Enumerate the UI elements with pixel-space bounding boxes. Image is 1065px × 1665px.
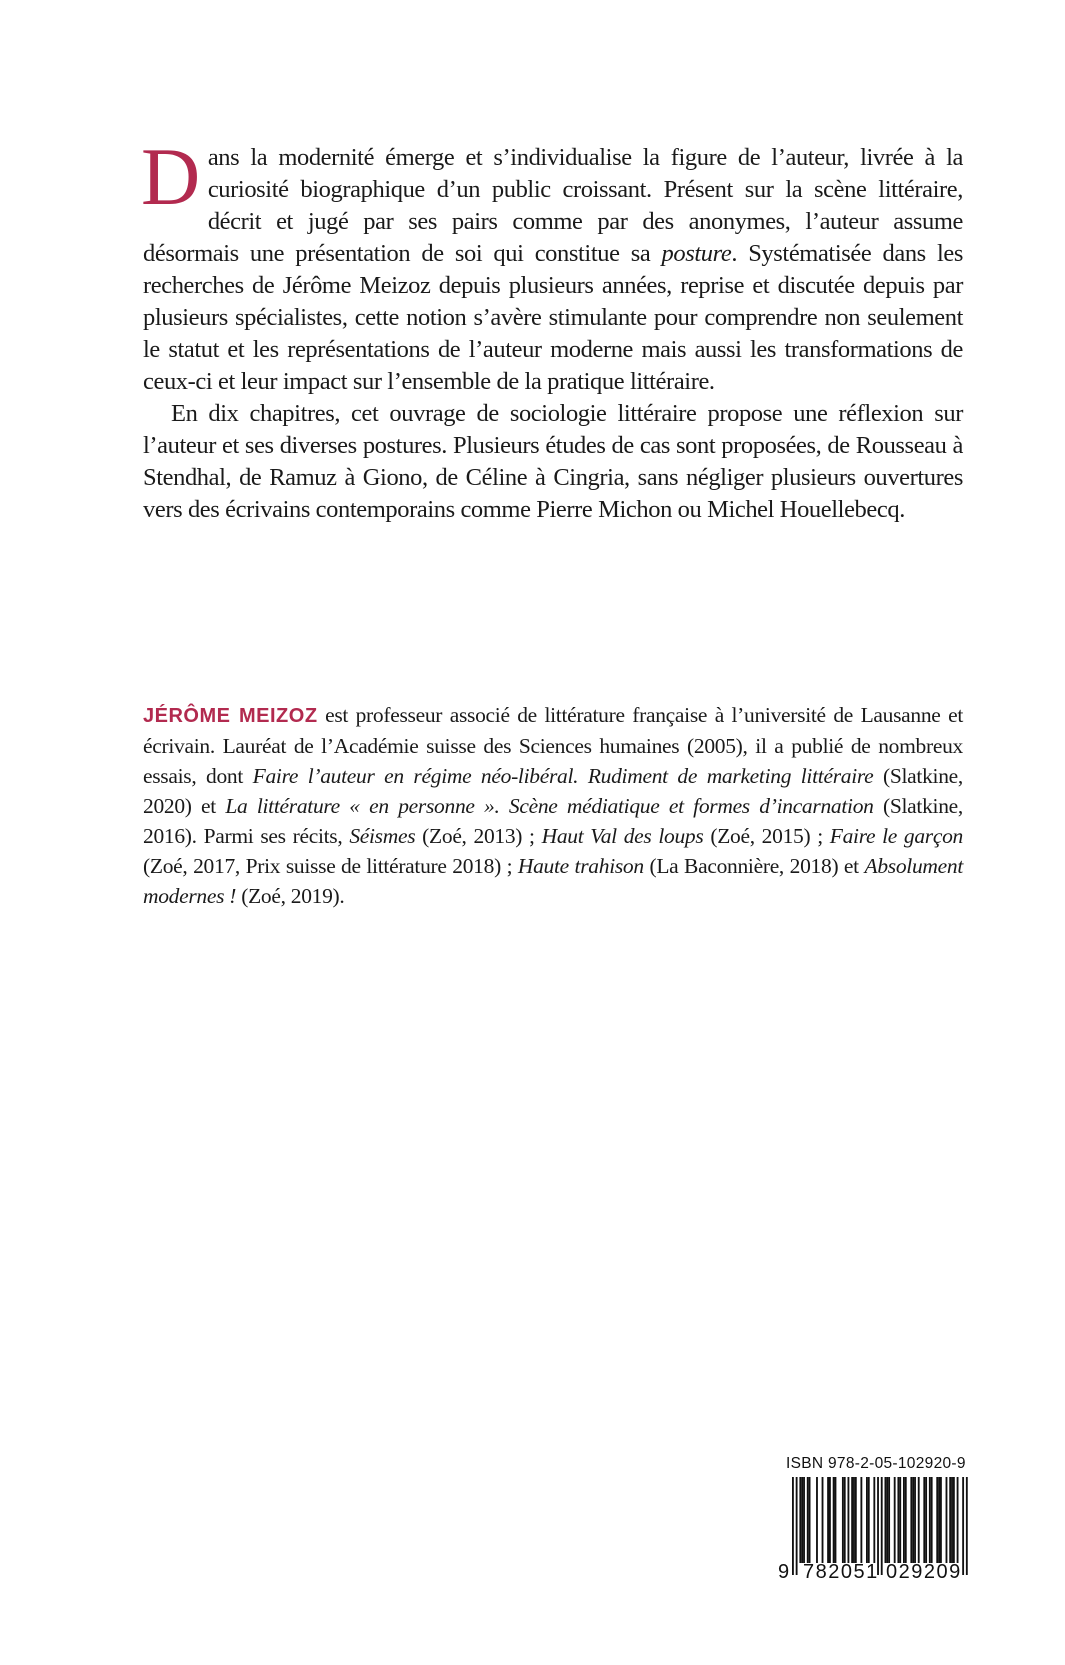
author-bio xyxy=(143,700,963,911)
intro-paragraph-2: En dix chapitres, cet ouvrage de sociologie littéraire propose une réflexion sur l’auteur et ses diverses postures. Plusieurs études de cas sont proposées, de Rousseau à Stendhal, de Ramuz à Giono, de Céline à Cingria, sans négliger plusieurs ouvertures vers des écrivains contemporains comme Pierre Michon ou Michel Houellebecq. xyxy=(143,400,963,523)
isbn-label: ISBN 978-2-05-102920-9 xyxy=(786,1455,966,1472)
barcode-bar xyxy=(855,1477,857,1563)
barcode-bar xyxy=(866,1477,868,1563)
barcode-bar xyxy=(822,1477,824,1563)
barcode-first-digit: 9 xyxy=(778,1561,790,1583)
barcode-bar xyxy=(801,1477,803,1563)
bio-title: Faire l’auteur en régime néo-libéral. Rudiment de marketing littéraire xyxy=(252,763,874,788)
barcode-left-digits: 782051 xyxy=(803,1561,879,1583)
barcode-bar xyxy=(918,1477,920,1563)
barcode-bar xyxy=(894,1477,896,1563)
barcode-bar xyxy=(807,1477,809,1563)
bio-title: Haut Val des loups xyxy=(541,823,704,848)
barcode-right-digits: 029209 xyxy=(886,1561,962,1583)
barcode-bar xyxy=(853,1477,855,1563)
barcode-bar xyxy=(885,1477,887,1563)
bio-title: Faire le garçon xyxy=(829,823,963,848)
barcode-bar xyxy=(914,1477,916,1563)
bio-title: La littérature « en personne ». Scène médiatique et formes d’incarnation xyxy=(225,793,874,818)
bio-text: (Zoé, 2019). xyxy=(236,883,345,908)
barcode-bar xyxy=(809,1477,811,1563)
back-cover-text xyxy=(141,131,963,526)
intro-text-b: . Systématisée dans les recherches de Jérôme Meizoz depuis plusieurs années, reprise et discutée depuis par plusieurs spécialistes, cette notion s’avère stimulante pour comprendre non seulement le statut et les représentations de l’auteur moderne mais aussi les transformations de ceux-ci et leur impact sur l’ensemble de la pratique littéraire. xyxy=(143,240,963,395)
barcode-bar xyxy=(936,1477,938,1563)
barcode-bar xyxy=(842,1477,844,1563)
barcode-bar xyxy=(851,1477,853,1563)
barcode-bar xyxy=(799,1477,801,1563)
barcode-bar xyxy=(923,1477,925,1563)
barcode-bar xyxy=(886,1477,888,1563)
barcode-bar xyxy=(905,1477,907,1563)
barcode-bar xyxy=(835,1477,837,1563)
bio-text: (Slatkine, 2016). Parmi ses récits, xyxy=(143,793,963,848)
barcode-bar xyxy=(803,1477,805,1563)
barcode-bar xyxy=(888,1477,890,1563)
barcode-bar xyxy=(844,1477,846,1563)
intro-paragraph-1 xyxy=(141,131,963,398)
barcode-bar xyxy=(816,1477,818,1563)
bio-title: Haute trahison xyxy=(517,853,644,878)
barcode-bar xyxy=(903,1477,905,1563)
barcode-bar xyxy=(829,1477,831,1563)
barcode-bar xyxy=(951,1477,953,1563)
bio-text: est professeur associé de littérature française à l’université de Lausanne et écrivain. Lauréat de l’Académie suisse des Sciences humaines (2005), il a publié de nombreux essais, dont xyxy=(143,702,964,788)
barcode-bar xyxy=(827,1477,829,1563)
barcode-bar xyxy=(931,1477,933,1563)
bio-text: (Zoé, 2015) ; xyxy=(703,823,830,848)
barcode-bar xyxy=(953,1477,955,1563)
author-name: JÉRÔME MEIZOZ xyxy=(143,704,318,727)
drop-cap: D xyxy=(141,131,200,222)
barcode-bar xyxy=(912,1477,914,1563)
barcode-bar xyxy=(792,1477,794,1575)
barcode-bar xyxy=(881,1477,883,1575)
bio-text: (La Baconnière, 2018) et xyxy=(643,853,865,878)
barcode-bar xyxy=(938,1477,940,1563)
barcode-bar xyxy=(949,1477,951,1563)
barcode-bar xyxy=(946,1477,948,1563)
barcode-bar xyxy=(940,1477,942,1563)
barcode-bar xyxy=(833,1477,835,1563)
barcode-bar xyxy=(910,1477,912,1563)
bio-text: (Zoé, 2013) ; xyxy=(415,823,542,848)
barcode-bar xyxy=(873,1477,875,1563)
barcode-bar xyxy=(868,1477,870,1563)
intro-text-a: ans la modernité émerge et s’individualise la figure de l’auteur, livrée à la curiosité biographique d’un public croissant. Présent sur la scène littéraire, décrit et jugé par ses pairs comme par des anonymes, l’auteur assume désormais une présentation de soi qui constitue sa xyxy=(143,144,963,267)
bio-title: Séismes xyxy=(349,823,416,848)
barcode-bar xyxy=(897,1477,899,1563)
bio-text: (Zoé, 2017, Prix suisse de littérature 2018) ; xyxy=(143,853,518,878)
barcode-bar xyxy=(929,1477,931,1563)
barcode-bar xyxy=(957,1477,959,1563)
bio-title: Absolument modernes ! xyxy=(143,853,964,908)
intro-emphasis: posture xyxy=(661,240,732,267)
barcode-bar xyxy=(962,1477,964,1575)
barcode-bar xyxy=(860,1477,862,1563)
barcode-bar xyxy=(848,1477,850,1563)
isbn-barcode xyxy=(778,1455,978,1587)
barcode-bar xyxy=(925,1477,927,1563)
bio-text: (Slatkine, 2020) et xyxy=(143,763,963,818)
barcode-bar xyxy=(796,1477,798,1575)
barcode-bar xyxy=(899,1477,901,1563)
barcode-bar xyxy=(966,1477,968,1575)
